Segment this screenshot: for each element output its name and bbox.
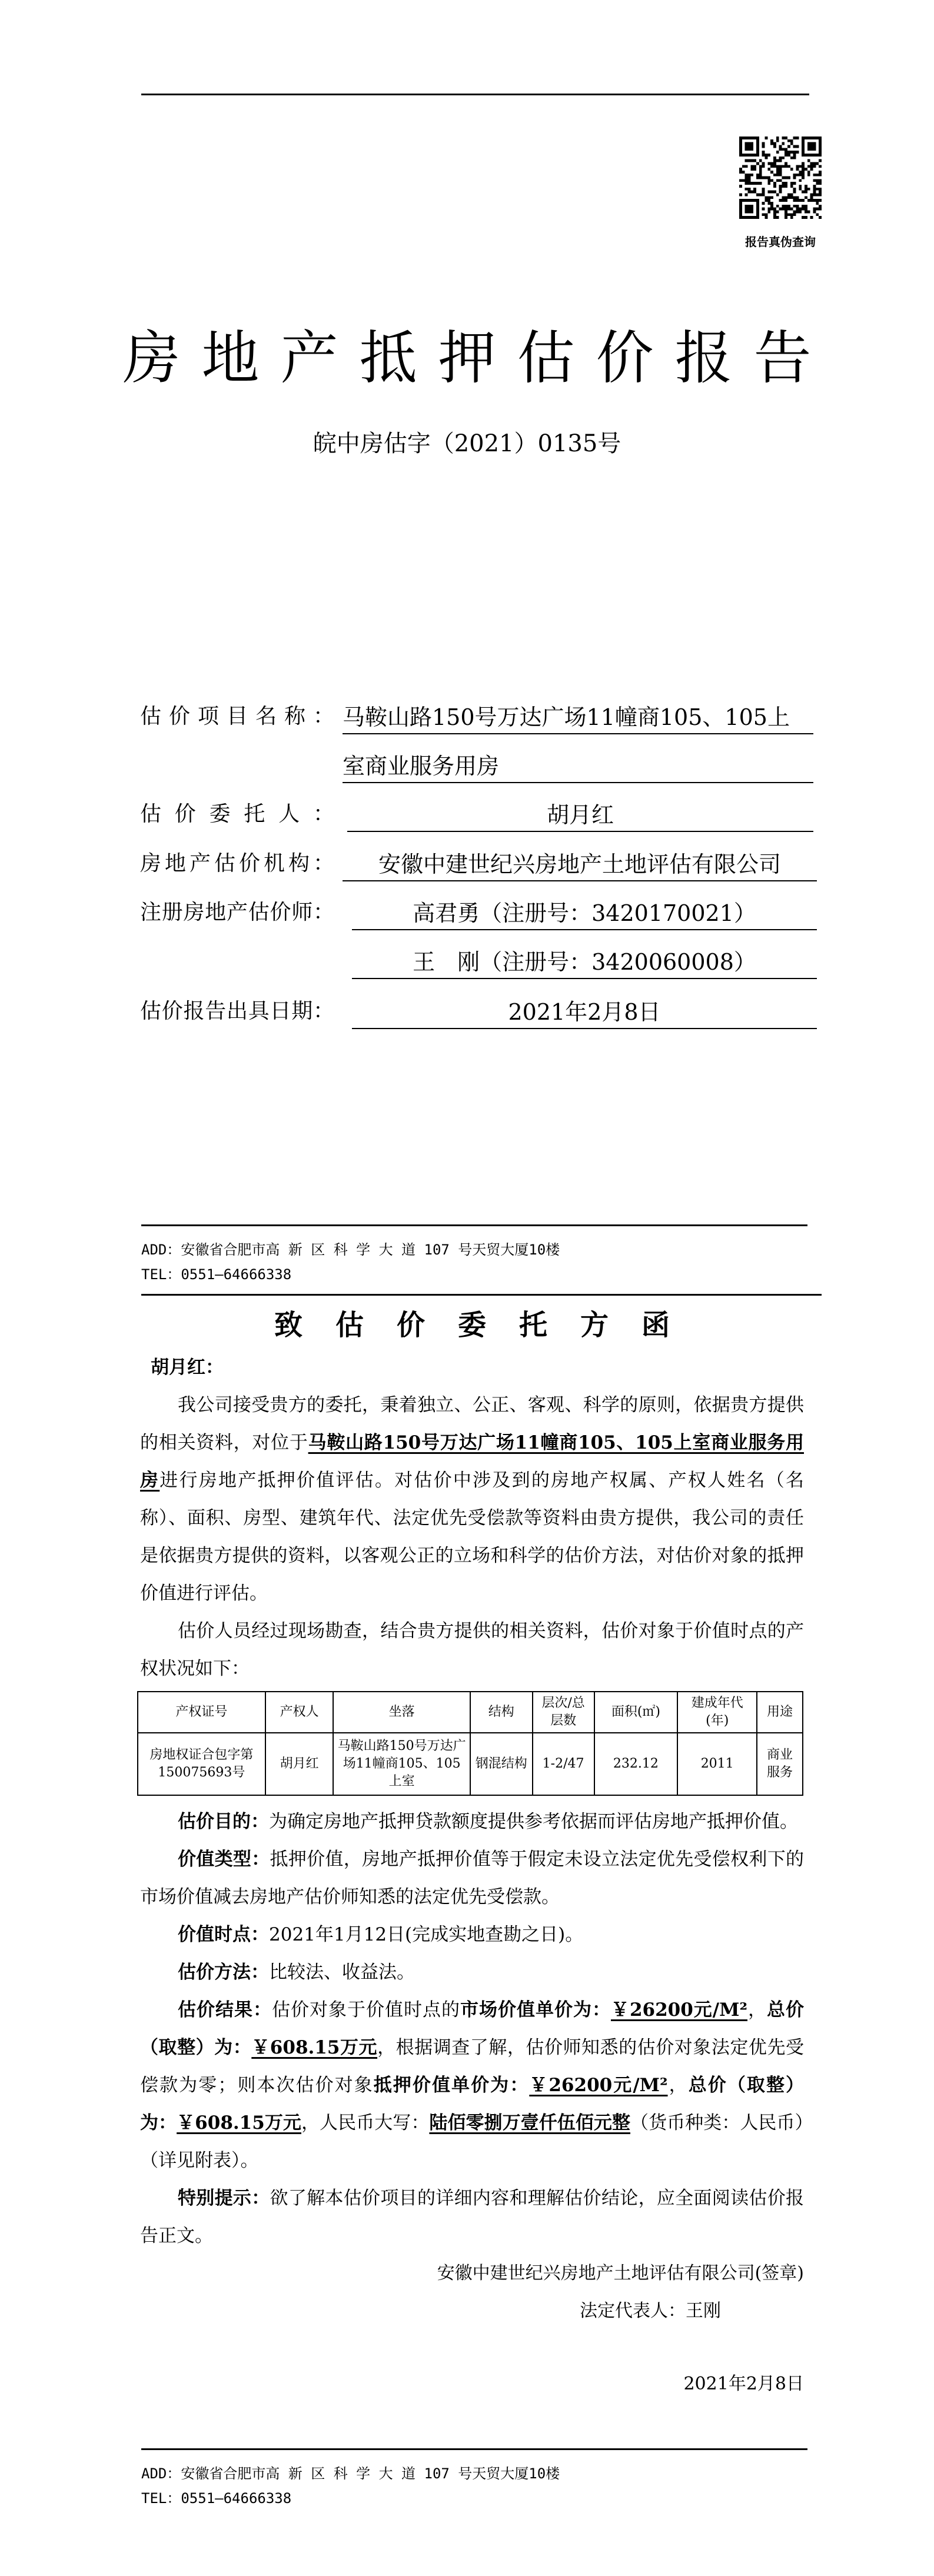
- project-name-value-cont: 室商业服务用房: [343, 750, 813, 783]
- notice-text: 欲了解本估价项目的详细内容和理解估价结论，应全面阅读估价报告正文。: [140, 2188, 804, 2246]
- value-type-text: 抵押价值，房地产抵押价值等于假定未设立法定优先受偿权利下的市场价值减去房地产估价师知悉的法定优先受偿款。: [140, 1849, 804, 1908]
- result-segment: ，: [747, 1999, 767, 2021]
- client-label: 估价委托人：: [140, 802, 334, 826]
- col-area: 面积(㎡): [594, 1692, 678, 1733]
- letter-paragraph-1: [140, 1386, 804, 1612]
- method-paragraph: [140, 1953, 804, 1991]
- table-row: [138, 1733, 803, 1795]
- col-location: 坐落: [333, 1692, 470, 1733]
- result-segment: 总价（取整）为：: [140, 1999, 805, 2058]
- notice-paragraph: [140, 2179, 804, 2255]
- letter-paragraph-1-segment: 进行房地产抵押价值评估。对估价中涉及到的房地产权属、产权人姓名（名称）、面积、房型、建筑年代、法定优先受偿款等资料由贵方提供，我公司的责任是依据贵方提供的资料，以客观公正的立场和科学的估价方法，对估价对象的抵押价值进行评估。: [140, 1470, 805, 1604]
- legal-representative: 法定代表人：王刚: [580, 2301, 721, 2321]
- report-title: 房地产抵押估价报告: [122, 325, 833, 392]
- report-date-label: 估价报告出具日期：: [140, 999, 334, 1023]
- project-name-label: 估价项目名称：: [140, 704, 334, 728]
- result-segment: 总价（取整）为：: [140, 2075, 805, 2134]
- letter-paragraph-2: 估价人员经过现场勘查，结合贵方提供的相关资料，估价对象于价值时点的产权状况如下：: [140, 1620, 804, 1679]
- result-segment: ￥26200元/M²: [529, 2075, 668, 2096]
- cell-usage: 商业服务: [757, 1733, 803, 1795]
- cell-floors: 1-2/47: [533, 1733, 594, 1795]
- client-value: 胡月红: [347, 799, 813, 832]
- footer-address: ADD：安徽省合肥市高 新 区 科 学 大 道 107 号天贸大厦10楼: [141, 1242, 560, 1258]
- cell-area: 232.12: [594, 1733, 678, 1795]
- result-segment: ￥608.15万元: [177, 2112, 301, 2134]
- purpose-text: 为确定房地产抵押贷款额度提供参考依据而评估房地产抵押价值。: [269, 1811, 798, 1832]
- value-type-label: 价值类型：: [178, 1849, 270, 1870]
- purpose-paragraph: [140, 1803, 804, 1841]
- property-rights-table: [137, 1691, 803, 1796]
- value-date-text: 2021年1月12日(完成实地查勘之日)。: [269, 1924, 584, 1945]
- report-date-value: 2021年2月8日: [352, 996, 817, 1029]
- footer-tel: TEL：0551—64666338: [141, 1266, 292, 1283]
- letter-date: 2021年2月8日: [683, 2374, 804, 2394]
- result-label: 估价结果：: [178, 1999, 272, 2021]
- report-number: 皖中房估字（2021）0135号: [313, 430, 621, 457]
- col-year: 建成年代(年): [677, 1692, 757, 1733]
- appraiser-2-value: 王 刚（注册号：3420060008）: [352, 946, 817, 979]
- result-segment: ，人民币大写：: [301, 2112, 430, 2134]
- cell-structure: 钢混结构: [470, 1733, 533, 1795]
- header-rule: [141, 1294, 822, 1296]
- value-date-paragraph: [140, 1916, 804, 1953]
- project-name-value: 马鞍山路150号万达广场11幢商105、105上: [343, 701, 813, 734]
- result-segment: （货币种类：人民币）（详见附表）。: [140, 2112, 805, 2171]
- col-floors: 层次/总层数: [533, 1692, 594, 1733]
- table-header-row: [138, 1692, 803, 1733]
- footer-tel-2: TEL：0551—64666338: [141, 2490, 292, 2507]
- method-label: 估价方法：: [178, 1962, 269, 1983]
- result-paragraph: [140, 1991, 804, 2179]
- letter-paragraph-1-segment: 我公司接受贵方的委托，秉着独立、公正、客观、科学的原则，依据贵方提供的相关资料，对位于: [140, 1394, 804, 1453]
- result-segment: 市场价值单价为：: [460, 1999, 611, 2021]
- letter-body: [140, 1307, 804, 2403]
- signature-company: 安徽中建世纪兴房地产土地评估有限公司(签章): [437, 2263, 804, 2284]
- result-segment: ￥608.15万元: [251, 2037, 378, 2058]
- result-segment: 估价对象于价值时点的: [272, 1999, 460, 2021]
- notice-label: 特别提示：: [178, 2188, 270, 2209]
- value-date-label: 价值时点：: [178, 1924, 269, 1945]
- agency-label: 房地产估价机构：: [140, 851, 334, 876]
- col-structure: 结构: [470, 1692, 533, 1733]
- letter-paragraph-1-segment: 马鞍山路150号万达广场11幢商105、105上室商业服务用房: [140, 1432, 804, 1491]
- result-segment: ，根据调查了解，估价师知悉的估价对象法定优先受偿款为零；则本次估价对象: [140, 2037, 804, 2096]
- appraiser-1-value: 高君勇（注册号：3420170021）: [352, 897, 817, 930]
- footer-rule-2: [141, 2448, 807, 2450]
- cell-owner: 胡月红: [265, 1733, 334, 1795]
- agency-value: 安徽中建世纪兴房地产土地评估有限公司: [343, 848, 817, 881]
- col-cert-no: 产权证号: [138, 1692, 265, 1733]
- footer-rule: [141, 1224, 807, 1226]
- cell-year: 2011: [677, 1733, 757, 1795]
- cell-location: 马鞍山路150号万达广场11幢商105、105上室: [333, 1733, 470, 1795]
- appraiser-label: 注册房地产估价师：: [140, 900, 334, 924]
- method-text: 比较法、收益法。: [269, 1962, 415, 1983]
- result-segment: 陆佰零捌万壹仟伍佰元整: [429, 2112, 631, 2134]
- footer-address-2: ADD：安徽省合肥市高 新 区 科 学 大 道 107 号天贸大厦10楼: [141, 2465, 560, 2482]
- letter-salutation: 胡月红：: [151, 1357, 224, 1378]
- col-owner: 产权人: [265, 1692, 334, 1733]
- result-segment: ，: [667, 2075, 689, 2096]
- cover-top-rule: [141, 94, 809, 95]
- value-type-paragraph: [140, 1841, 804, 1916]
- result-segment: ￥26200元/M²: [610, 1999, 748, 2021]
- qr-verify-label: 报告真伪查询: [745, 235, 816, 249]
- purpose-label: 估价目的：: [178, 1811, 269, 1832]
- qr-code-icon: [739, 137, 822, 219]
- letter-title: 致估价委托方函: [274, 1309, 703, 1342]
- col-usage: 用途: [757, 1692, 803, 1733]
- cell-cert-no: 房地权证合包字第150075693号: [138, 1733, 265, 1795]
- result-segment: 抵押价值单价为：: [373, 2075, 530, 2096]
